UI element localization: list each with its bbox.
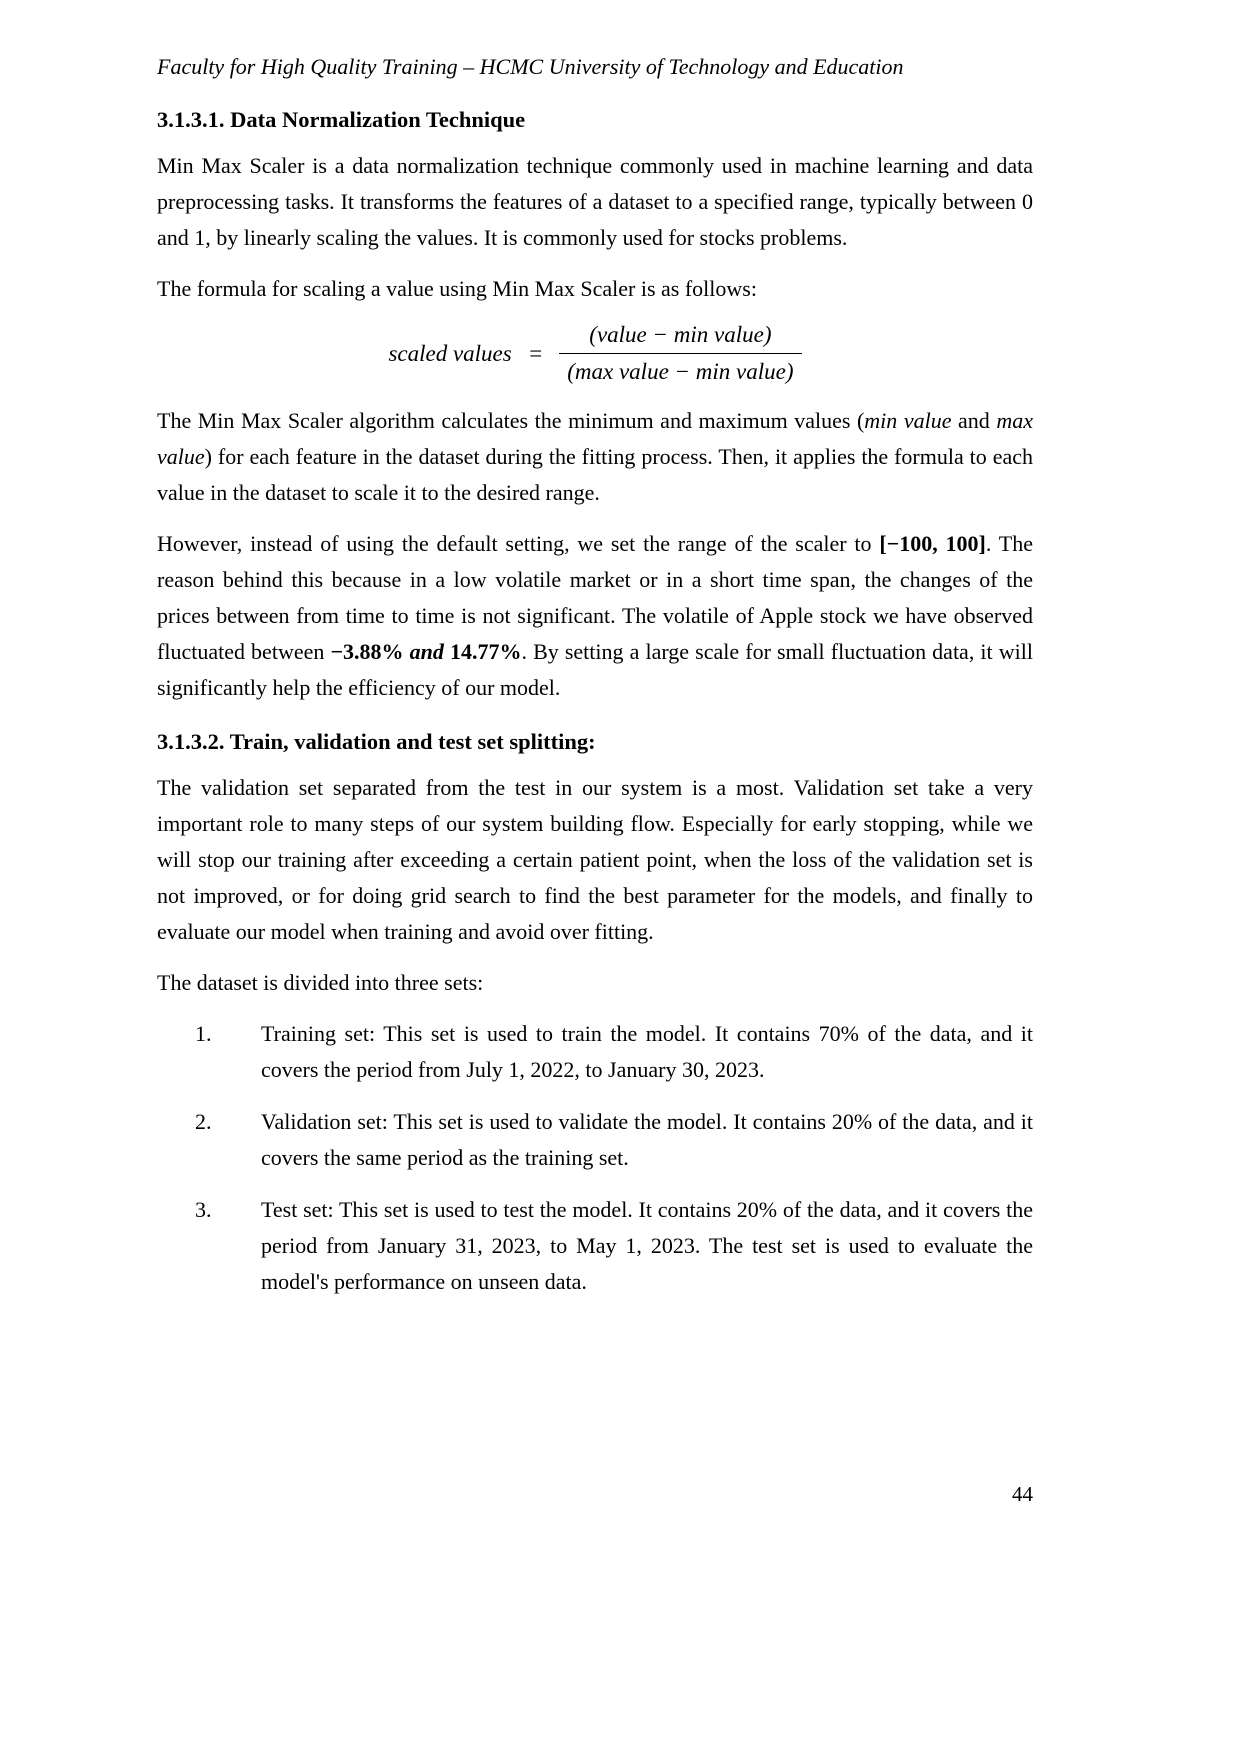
high-percent: 14.77% bbox=[449, 639, 522, 664]
section-heading-1: 3.1.3.1. Data Normalization Technique bbox=[157, 107, 526, 132]
section-heading-2: 3.1.3.2. Train, validation and test set splitting: bbox=[157, 729, 596, 754]
paragraph-range: However, instead of using the default setting, we set the range of the scaler to [−100, 100]. The reason behind this because in a low volatile market or in a short time span, the changes of the prices between from time to time is not significant. The volatile of Apple stock we have observed fluctuated between −3.88% and 14.77%. By setting a large scale for small fluctuation data, it will significantly help the efficiency of our model. bbox=[157, 531, 1033, 700]
formula-numerator: (value − min value) bbox=[559, 322, 801, 354]
list-number: 2. bbox=[195, 1109, 212, 1134]
low-percent: −3.88% bbox=[330, 639, 404, 664]
running-header: Faculty for High Quality Training – HCMC University of Technology and Education bbox=[157, 54, 904, 79]
and-connector: and bbox=[403, 639, 450, 664]
list-item-test-set bbox=[157, 1192, 1033, 1300]
paragraph-algorithm: The Min Max Scaler algorithm calculates the minimum and maximum values (min value and max value) for each feature in the dataset during the fitting process. Then, it applies the formula to each value in the dataset to scale it to the desired range. bbox=[157, 408, 1033, 505]
paragraph-intro: Min Max Scaler is a data normalization technique commonly used in machine learning and data preprocessing tasks. It transforms the features of a dataset to a specified range, typically between 0 and 1, by linearly scaling the values. It is commonly used for stocks problems. bbox=[157, 153, 1033, 250]
formula-lhs: scaled values bbox=[388, 340, 512, 366]
paragraph-dataset-lead: The dataset is divided into three sets: bbox=[157, 970, 484, 995]
paragraph-formula-lead: The formula for scaling a value using Min Max Scaler is as follows: bbox=[157, 276, 757, 301]
list-text: Training set: This set is used to train the model. It contains 70% of the data, and it covers the period from July 1, 2022, to January 30, 2023. bbox=[261, 1021, 1033, 1082]
list-number: 3. bbox=[195, 1197, 212, 1222]
paragraph-validation: The validation set separated from the test in our system is a most. Validation set take a very important role to many steps of our system building flow. Especially for early stopping, while we will stop our training after exceeding a certain patient point, when the loss of the validation set is not improved, or for doing grid search to find the best parameter for the models, and finally to evaluate our model when training and avoid over fitting. bbox=[157, 775, 1033, 944]
list-number: 1. bbox=[195, 1021, 212, 1046]
range-value: [−100, 100] bbox=[879, 531, 986, 556]
italic-term-max-value: max value bbox=[157, 408, 1033, 469]
page-number: 44 bbox=[1012, 1482, 1033, 1506]
list-text: Validation set: This set is used to validate the model. It contains 20% of the data, and it covers the same period as the training set. bbox=[261, 1109, 1033, 1170]
minmax-formula bbox=[157, 322, 1033, 385]
formula-denominator: (max value − min value) bbox=[567, 359, 794, 384]
formula-fraction bbox=[559, 322, 801, 385]
list-item-training-set bbox=[157, 1016, 1033, 1088]
list-text: Test set: This set is used to test the model. It contains 20% of the data, and it covers the period from January 31, 2023, to May 1, 2023. The test set is used to evaluate the model's performance on unseen data. bbox=[261, 1197, 1033, 1294]
formula-equals: = bbox=[527, 340, 544, 366]
page-content bbox=[157, 52, 1033, 1316]
list-item-validation-set bbox=[157, 1104, 1033, 1176]
italic-term-min-value: min value bbox=[864, 408, 952, 433]
dataset-list bbox=[157, 1016, 1033, 1300]
